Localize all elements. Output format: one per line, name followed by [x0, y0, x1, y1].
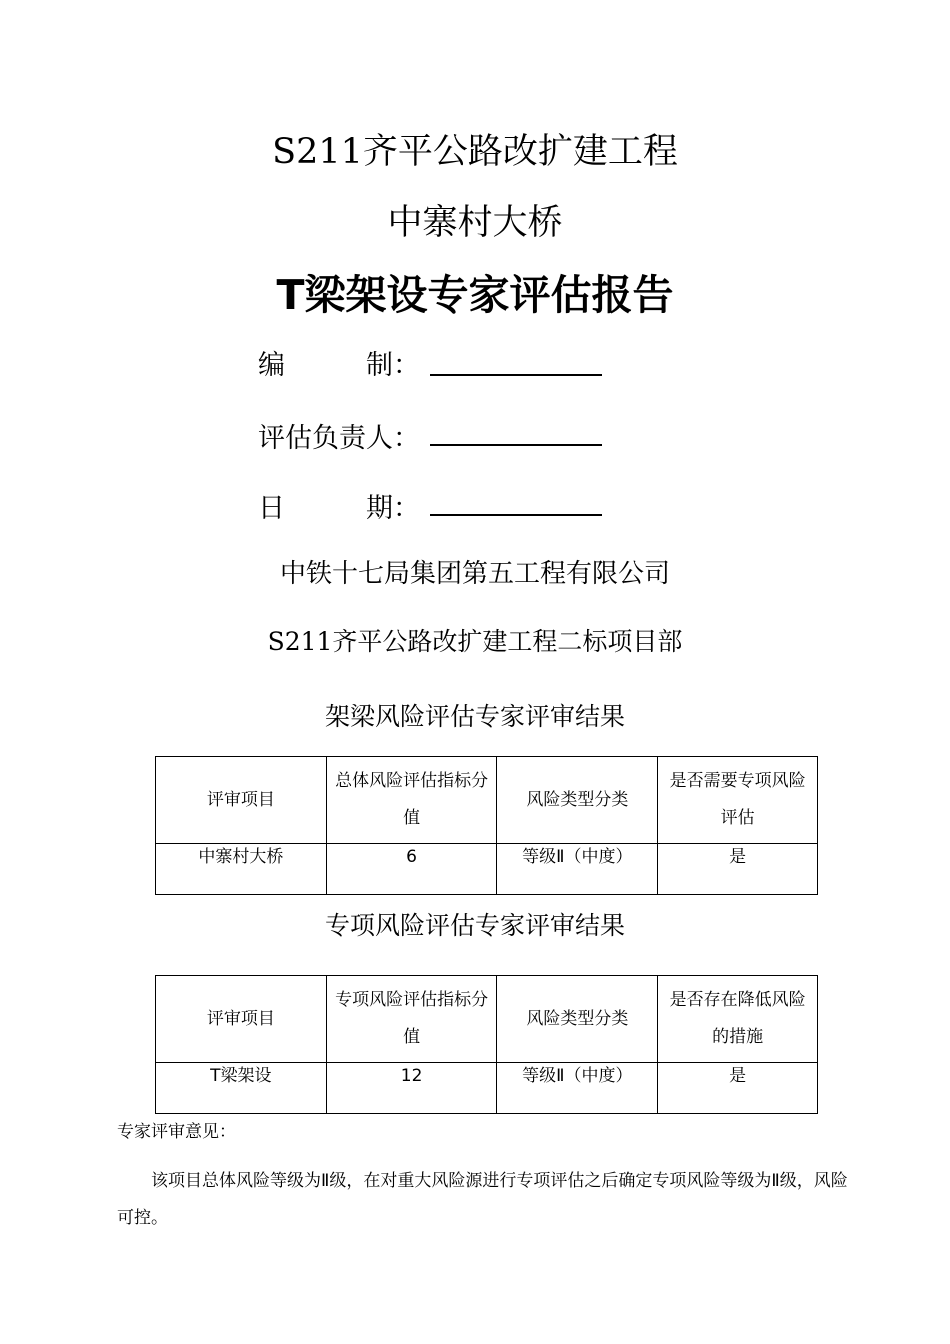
table-overall-risk [155, 756, 818, 895]
table-special-risk [155, 975, 818, 1114]
cell-answer: 是 [658, 1063, 818, 1114]
header-cell: 评审项目 [156, 757, 327, 844]
cell-score: 6 [326, 844, 497, 895]
opinion-body: 该项目总体风险等级为Ⅱ级，在对重大风险源进行专项评估之后确定专项风险等级为Ⅱ级，风险可控。 [117, 1171, 848, 1228]
field-label-compiler: 编 制： [258, 350, 420, 381]
cell-level: 等级Ⅱ（中度） [497, 1063, 658, 1114]
field-label-date: 日 期： [258, 493, 420, 524]
title-project: S211齐平公路改扩建工程 [272, 132, 678, 172]
section2-title: 专项风险评估专家评审结果 [324, 911, 625, 940]
section1-title: 架梁风险评估专家评审结果 [324, 702, 625, 731]
org-company: 中铁十七局集团第五工程有限公司 [279, 559, 670, 589]
title-report: T梁架设专家评估报告 [276, 271, 674, 319]
field-line-compiler [430, 374, 602, 376]
header-cell: 风险类型分类 [497, 976, 658, 1063]
opinion-label: 专家评审意见： [117, 1122, 236, 1142]
header-cell: 总体风险评估指标分值 [326, 757, 497, 844]
field-line-responsible [430, 444, 602, 446]
org-project-dept: S211齐平公路改扩建工程二标项目部 [267, 627, 683, 656]
table-header-row [156, 976, 818, 1063]
header-cell: 是否存在降低风险的措施 [658, 976, 818, 1063]
table-row [156, 1063, 818, 1114]
header-cell: 是否需要专项风险评估 [658, 757, 818, 844]
table-row [156, 844, 818, 895]
field-line-date [430, 514, 602, 516]
cell-item: 中寨村大桥 [156, 844, 327, 895]
cell-answer: 是 [658, 844, 818, 895]
field-label-responsible: 评估负责人： [258, 423, 420, 454]
cell-score: 12 [326, 1063, 497, 1114]
cell-item: T梁架设 [156, 1063, 327, 1114]
header-cell: 评审项目 [156, 976, 327, 1063]
cell-level: 等级Ⅱ（中度） [497, 844, 658, 895]
header-cell: 专项风险评估指标分值 [326, 976, 497, 1063]
title-bridge: 中寨村大桥 [387, 203, 563, 243]
table-header-row [156, 757, 818, 844]
header-cell: 风险类型分类 [497, 757, 658, 844]
